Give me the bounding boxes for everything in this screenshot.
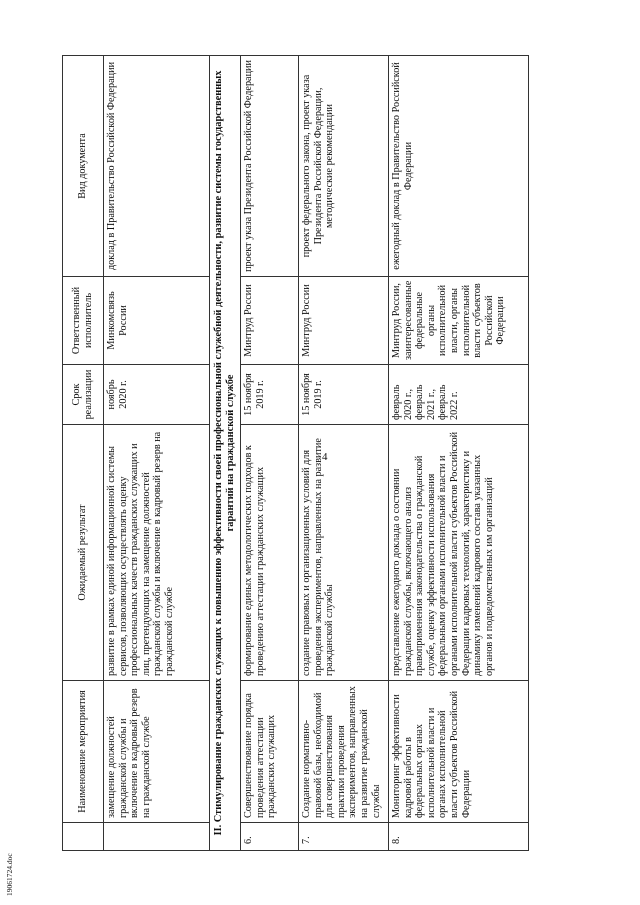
cell-executor: Минтруд России, заинтересованные федеральные органы исполнительной власти, органы исполнительной власти субъектов Российской Федерации	[389, 277, 529, 365]
cell-term: февраль 2020 г., февраль 2021 г., февраль 2022 г.	[389, 365, 529, 425]
section-row	[210, 56, 241, 851]
cell-name: Мониторинг эффективности кадровой работы в федеральных органах исполнительной власти и органах исполнительной власти субъектов Российской Федерации	[389, 681, 529, 823]
cell-result: развитие в рамках единой информационной системы сервисов, позволяющих осуществлять оценку профессиональных качеств гражданских служащих и лиц, претендующих на замещение должностей гражданской службы и включение в кадровый резерв на гражданской службе	[104, 425, 210, 681]
cell-doc: проект указа Президента Российской Федерации	[241, 56, 299, 277]
cell-executor: Минтруд России	[299, 277, 389, 365]
document-code-text: 19061724.doc	[5, 853, 14, 896]
cell-doc: доклад в Правительство Российской Федерации	[104, 56, 210, 277]
cell-result: формирование единых методологических подходов к проведению аттестации гражданских служащих	[241, 425, 299, 681]
cell-term: 15 ноября 2019 г.	[299, 365, 389, 425]
rotated-table-container	[62, 56, 608, 851]
cell-num: 6.	[241, 823, 299, 851]
header-executor: Ответственный исполнитель	[63, 277, 104, 365]
action-plan-table	[62, 55, 529, 851]
cell-num	[104, 823, 210, 851]
header-term: Срок реализации	[63, 365, 104, 425]
cell-name: Совершенствование порядка проведения аттестации гражданских служащих	[241, 681, 299, 823]
cell-result: представление ежегодного доклада о состоянии гражданской службы, включающего анализ правоприменения законодательства о гражданской службе, оценку эффективности использования федеральными органами исполнительной власти и органами исполнительной власти субъектов Российской Федерации кадровых технологий, характеристику и динамику изменений кадрового состава указанных органов и подведомственных им организаций	[389, 425, 529, 681]
page-number: 4	[322, 451, 328, 463]
cell-executor: Минкомсвязь России	[104, 277, 210, 365]
cell-name: Создание нормативно-правовой базы, необходимой для совершенствования практики проведения экспериментов, направленных на развитие гражданской службы	[299, 681, 389, 823]
cell-num: 8.	[389, 823, 529, 851]
table-row	[299, 56, 389, 851]
header-result: Ожидаемый результат	[63, 425, 104, 681]
section-title: II. Стимулирование гражданских служащих к повышению эффективности своей профессиональной служебной деятельности, развитие системы государственных гарантий на гражданской службе	[210, 56, 241, 851]
cell-doc: ежегодный доклад в Правительство Российской Федерации	[389, 56, 529, 277]
cell-result: создание правовых и организационных условий для проведения экспериментов, направленных на развитие гражданской службы	[299, 425, 389, 681]
cell-num: 7.	[299, 823, 389, 851]
table-row	[389, 56, 529, 851]
table-row-continued	[104, 56, 210, 851]
table-row	[241, 56, 299, 851]
cell-doc: проект федерального закона, проект указа Президента Российской Федерации, методические рекомендации	[299, 56, 389, 277]
header-name: Наименование мероприятия	[63, 681, 104, 823]
table-header-row	[63, 56, 104, 851]
header-doc: Вид документа	[63, 56, 104, 277]
cell-executor: Минтруд России	[241, 277, 299, 365]
cell-name: замещение должностей гражданской службы и включение в кадровый резерв на гражданской службе	[104, 681, 210, 823]
cell-term: 15 ноября 2019 г.	[241, 365, 299, 425]
cell-term: ноябрь 2020 г.	[104, 365, 210, 425]
header-num	[63, 823, 104, 851]
document-code	[5, 853, 45, 896]
